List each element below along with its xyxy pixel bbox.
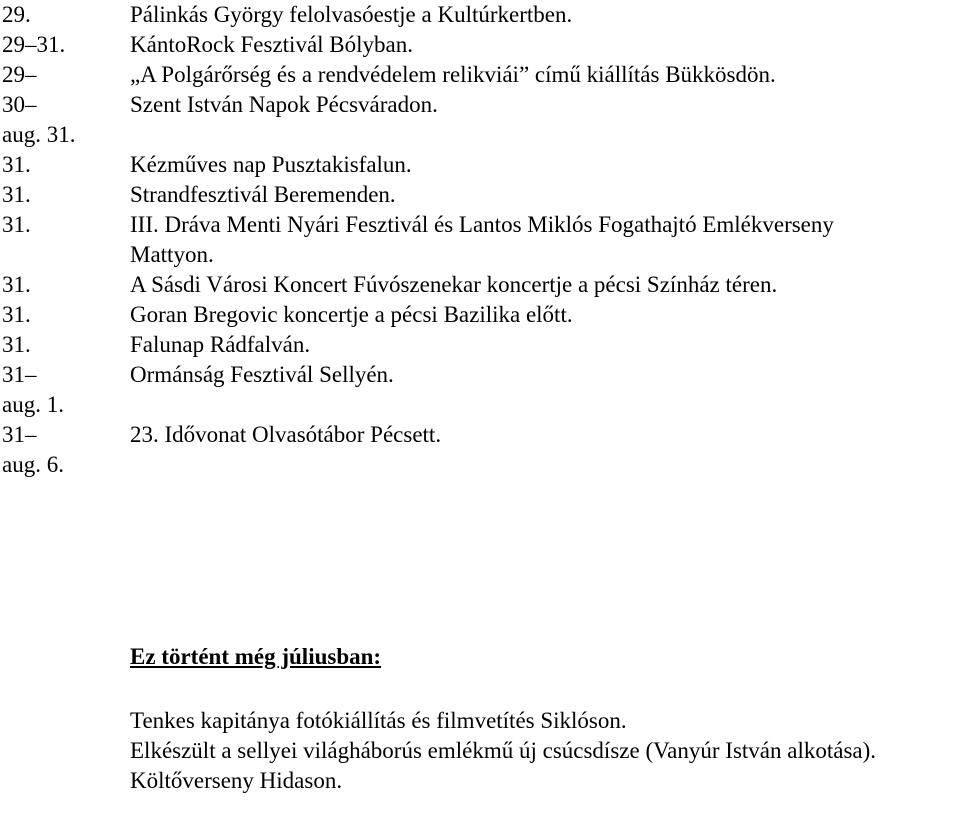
- event-description: A Sásdi Városi Koncert Fúvószenekar koncertje a pécsi Színház téren.: [130, 272, 778, 297]
- event-row: [0, 150, 960, 180]
- event-row: [0, 360, 960, 390]
- event-row: [0, 300, 960, 330]
- extra-event-item: Költőverseny Hidason.: [130, 768, 343, 793]
- event-description: Strandfesztivál Beremenden.: [130, 182, 396, 207]
- event-row: [0, 0, 960, 30]
- event-row: [0, 420, 960, 450]
- event-date: 29–: [2, 62, 37, 87]
- extra-event-item: Tenkes kapitánya fotókiállítás és filmvetítés Siklóson.: [130, 708, 627, 733]
- event-date: 30–: [2, 92, 37, 117]
- event-description: [130, 450, 960, 480]
- event-date: aug. 1.: [2, 392, 64, 417]
- event-date: 31.: [2, 272, 31, 297]
- event-description: 23. Idővonat Olvasótábor Pécsett.: [130, 422, 442, 447]
- event-row: [0, 180, 960, 210]
- event-date: 29–31.: [2, 32, 66, 57]
- event-date: 31–: [2, 422, 37, 447]
- event-description: [130, 120, 960, 150]
- event-description: Ormánság Fesztivál Sellyén.: [130, 362, 394, 387]
- event-description: [130, 390, 960, 420]
- event-date: 31.: [2, 182, 31, 207]
- event-row: [0, 120, 960, 150]
- event-row: [0, 30, 960, 60]
- extra-event-item: Elkészült a sellyei világháborús emlékmű új csúcsdísze (Vanyúr István alkotása).: [130, 738, 877, 763]
- event-date: aug. 31.: [2, 122, 76, 147]
- event-date: 29.: [2, 2, 31, 27]
- event-row: [0, 60, 960, 90]
- event-description: Goran Bregovic koncertje a pécsi Bazilika előtt.: [130, 302, 573, 327]
- event-description: Szent István Napok Pécsváradon.: [130, 92, 438, 117]
- event-date: 31.: [2, 152, 31, 177]
- event-description: III. Dráva Menti Nyári Fesztivál és Lantos Miklós Fogathajtó Emlékverseny Mattyon.: [130, 212, 834, 267]
- event-description: KántoRock Fesztivál Bólyban.: [130, 32, 413, 57]
- event-row: [0, 390, 960, 420]
- event-date: 31.: [2, 302, 31, 327]
- event-row: [0, 450, 960, 480]
- event-date: 31–: [2, 362, 37, 387]
- section-heading: Ez történt még júliusban:: [130, 644, 382, 669]
- event-description: Pálinkás György felolvasóestje a Kultúrkertben.: [130, 2, 573, 27]
- event-row: [0, 90, 960, 120]
- event-row: [0, 210, 960, 270]
- event-row: [0, 270, 960, 300]
- event-description: Falunap Rádfalván.: [130, 332, 311, 357]
- event-date: aug. 6.: [2, 452, 64, 477]
- event-description: „A Polgárőrség és a rendvédelem relikviái” című kiállítás Bükkösdön.: [130, 62, 776, 87]
- extra-events-list: [130, 706, 960, 796]
- event-date: 31.: [2, 332, 31, 357]
- event-description: Kézműves nap Pusztakisfalun.: [130, 152, 412, 177]
- event-date: 31.: [2, 212, 31, 237]
- event-row: [0, 330, 960, 360]
